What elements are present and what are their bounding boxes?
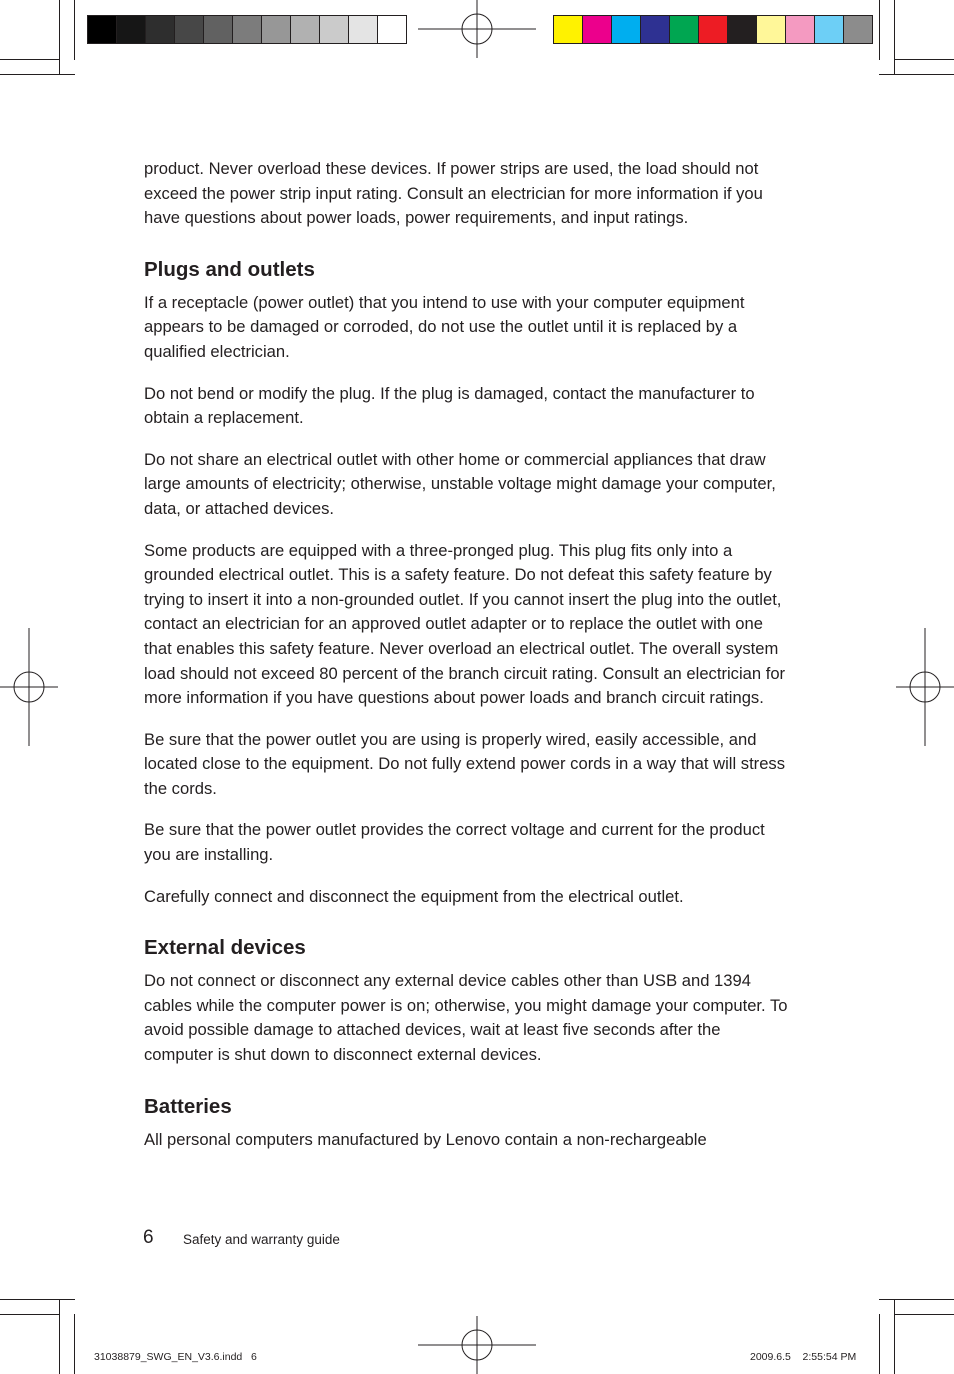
color-swatch <box>349 16 378 43</box>
color-swatch <box>699 16 728 43</box>
footer-title: Safety and warranty guide <box>183 1232 340 1247</box>
color-swatch <box>815 16 844 43</box>
plugs-paragraph: Carefully connect and disconnect the equipment from the electrical outlet. <box>144 886 684 906</box>
batteries-paragraph: All personal computers manufactured by Lenovo contain a non-rechargeable <box>144 1129 707 1149</box>
crop-mark <box>879 1299 954 1300</box>
page-number: 6 <box>143 1227 154 1248</box>
color-swatch <box>291 16 320 43</box>
crop-mark <box>894 59 954 60</box>
color-swatch <box>146 16 175 43</box>
crop-mark <box>0 59 60 60</box>
color-swatch <box>204 16 233 43</box>
crop-mark <box>0 1314 60 1315</box>
color-swatch <box>88 16 117 43</box>
heading-plugs-and-outlets: Plugs and outlets <box>144 257 315 281</box>
registration-mark-bottom <box>418 1316 536 1374</box>
crop-mark <box>879 1314 880 1374</box>
grayscale-color-bar <box>87 15 407 44</box>
slug-filename: 31038879_SWG_EN_V3.6.indd 6 <box>94 1351 257 1363</box>
plugs-paragraph: Do not bend or modify the plug. If the plug is damaged, contact the manufacturer to obtain a replacement. <box>144 383 755 428</box>
crop-mark <box>74 1314 75 1374</box>
color-swatch <box>583 16 612 43</box>
plugs-paragraph: Be sure that the power outlet provides the correct voltage and current for the product you are installing. <box>144 820 765 865</box>
intro-paragraph: product. Never overload these devices. If power strips are used, the load should not exceed the power strip input rating. Consult an electrician for more information if you have questions about power loads, power requirements, and input ratings. <box>144 159 763 228</box>
crop-mark <box>0 1299 75 1300</box>
crop-mark <box>894 1299 895 1374</box>
color-swatch <box>320 16 349 43</box>
color-swatch <box>757 16 786 43</box>
crop-mark <box>59 0 60 75</box>
plugs-paragraph: Be sure that the power outlet you are using is properly wired, easily accessible, and located close to the equipment. Do not fully extend power cords in a way that will stress the cords. <box>144 729 786 798</box>
color-swatch <box>728 16 757 43</box>
color-swatch <box>262 16 291 43</box>
color-swatch <box>786 16 815 43</box>
color-swatch <box>612 16 641 43</box>
registration-mark-left <box>0 628 58 746</box>
crop-mark <box>879 0 880 60</box>
registration-mark-right <box>896 628 954 746</box>
crop-mark <box>0 74 75 75</box>
plugs-paragraph: Do not share an electrical outlet with other home or commercial appliances that draw large amounts of electricity; otherwise, unstable voltage might damage your computer, data, or attached devices. <box>144 449 776 518</box>
page-content <box>144 157 794 1169</box>
color-swatch <box>670 16 699 43</box>
plugs-paragraph: Some products are equipped with a three-pronged plug. This plug fits only into a grounded electrical outlet. This is a safety feature. Do not defeat this safety feature by trying to insert it into a non-grounded outlet. If you cannot insert the plug into the outlet, contact an electrician for an approved outlet adapter or to replace the outlet with one that enables this safety feature. Never overload an electrical outlet. The overall system load should not exceed 80 percent of the branch circuit rating. Consult an electrician for more information if you have questions about power loads and branch circuit ratings. <box>144 540 786 708</box>
heading-batteries: Batteries <box>144 1094 232 1118</box>
slug-timestamp: 2009.6.5 2:55:54 PM <box>750 1351 857 1363</box>
color-swatch <box>175 16 204 43</box>
crop-mark <box>894 0 895 75</box>
crop-mark <box>74 0 75 60</box>
color-swatch <box>378 16 406 43</box>
heading-external-devices: External devices <box>144 936 306 960</box>
crop-mark <box>879 74 954 75</box>
color-swatch <box>641 16 670 43</box>
crop-mark <box>59 1299 60 1374</box>
color-swatch <box>554 16 583 43</box>
crop-mark <box>894 1314 954 1315</box>
color-swatch <box>117 16 146 43</box>
color-swatch <box>233 16 262 43</box>
external-devices-paragraph: Do not connect or disconnect any external device cables other than USB and 1394 cables while the computer power is on; otherwise, you might damage your computer. To avoid possible damage to attached devices, wait at least five seconds after the computer is shut down to disconnect external devices. <box>144 971 788 1065</box>
color-swatch <box>844 16 872 43</box>
registration-mark-top <box>418 0 536 58</box>
plugs-paragraph: If a receptacle (power outlet) that you intend to use with your computer equipment appears to be damaged or corroded, do not use the outlet until it is replaced by a qualified electrician. <box>144 292 745 361</box>
process-color-bar <box>553 15 873 44</box>
